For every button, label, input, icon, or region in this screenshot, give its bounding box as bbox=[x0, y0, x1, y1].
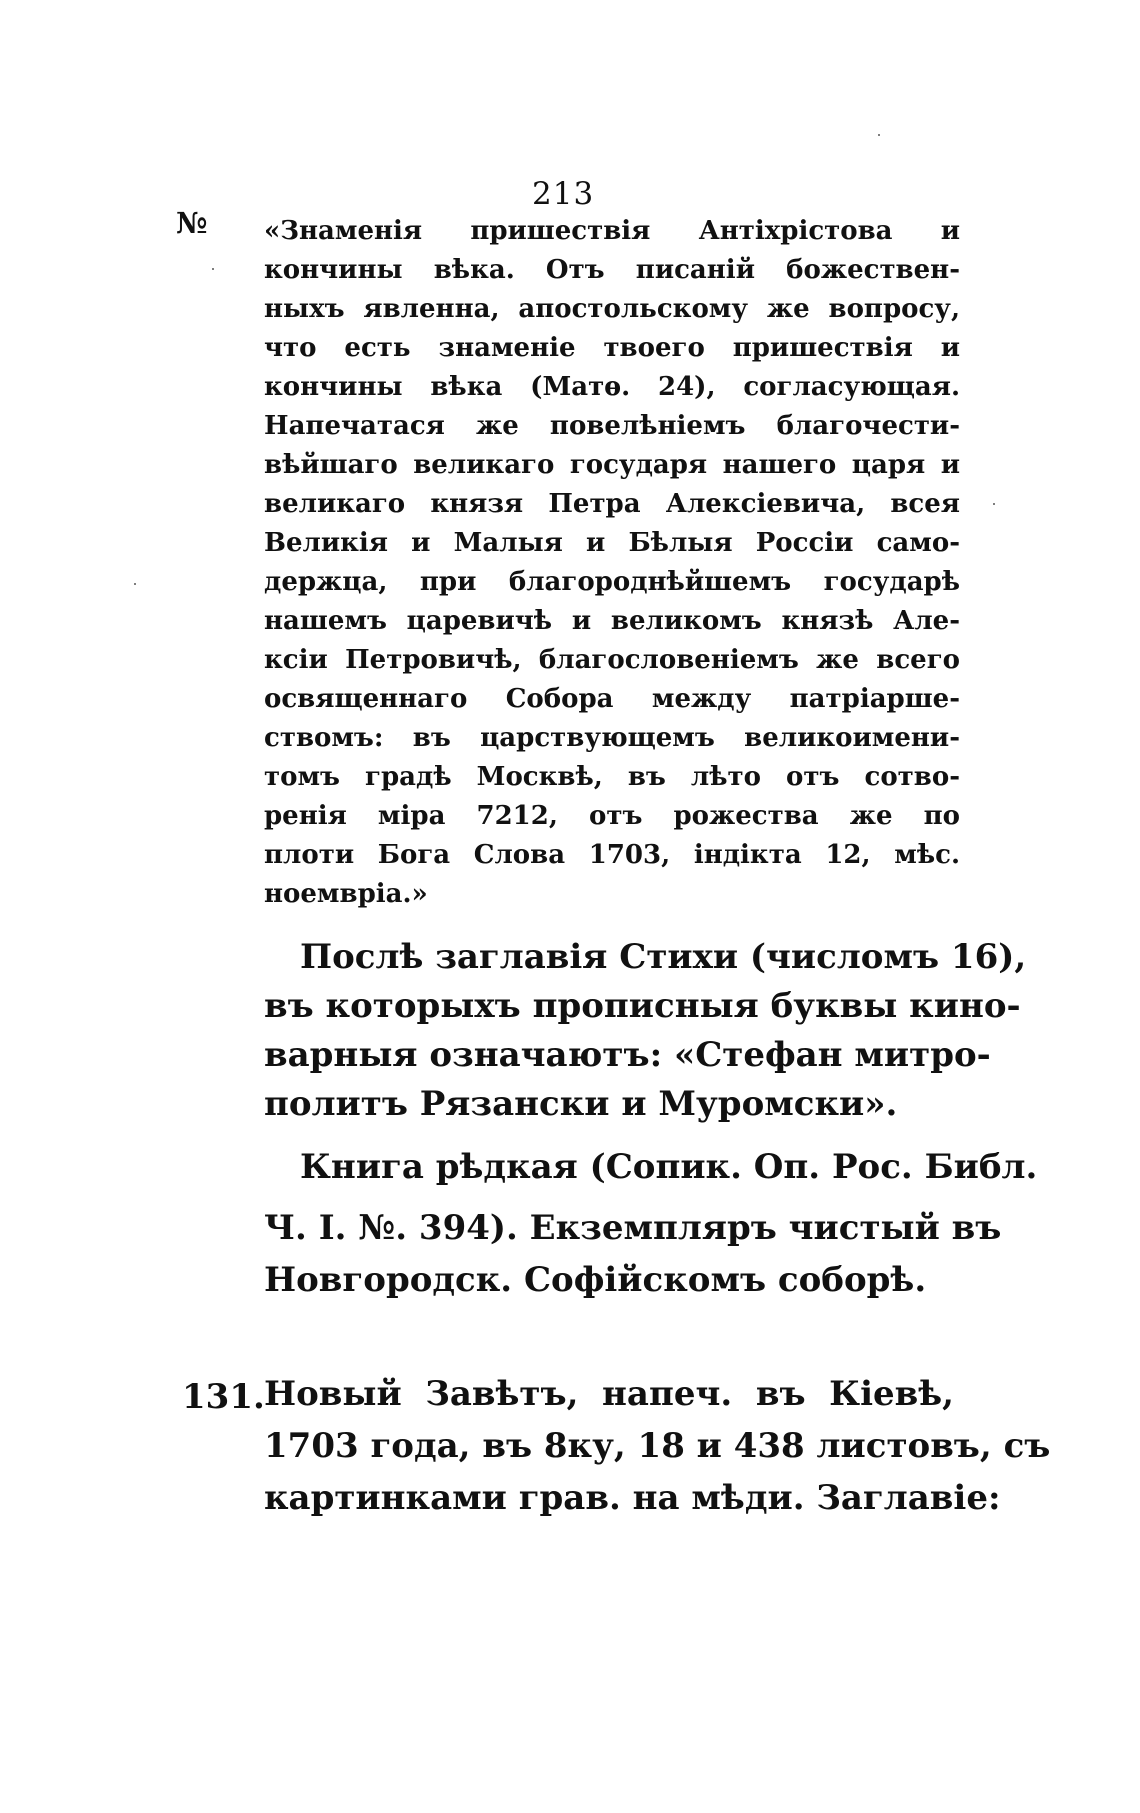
paper-speck bbox=[212, 268, 214, 270]
entry-line: 1703 года, въ 8ку, 18 и 438 листовъ, съ bbox=[264, 1426, 1051, 1466]
quote-line: вѣйшаго великаго государя нашего царя и bbox=[264, 450, 960, 480]
quote-line: Великія и Малыя и Бѣлыя Россіи само- bbox=[264, 528, 960, 558]
body-line: Новгородск. Софійскомъ соборѣ. bbox=[264, 1260, 927, 1300]
quote-line: освященнаго Собора между патріарше- bbox=[264, 684, 960, 714]
body-line: Ч. I. №. 394). Екземпляръ чистый въ bbox=[264, 1208, 1002, 1248]
body-line: въ которыхъ прописныя буквы кино- bbox=[264, 986, 1021, 1026]
quote-line: кончины вѣка. Отъ писаній божествен- bbox=[264, 255, 960, 285]
body-line: варныя означаютъ: «Стефан митро- bbox=[264, 1035, 991, 1075]
numero-marker: № bbox=[176, 206, 208, 240]
quote-line: кончины вѣка (Матѳ. 24), согласующая. bbox=[264, 372, 960, 402]
quote-line: ксіи Петровичѣ, благословеніемъ же всего bbox=[264, 645, 960, 675]
paper-speck bbox=[878, 134, 880, 136]
quote-line: ренія міра 7212, отъ рожества же по bbox=[264, 801, 960, 831]
quote-line: ствомъ: въ царствующемъ великоимени- bbox=[264, 723, 960, 753]
quote-line: «Знаменія пришествія Антіхрістова и bbox=[264, 216, 960, 246]
paper-speck bbox=[993, 503, 995, 505]
quote-line: что есть знаменіе твоего пришествія и bbox=[264, 333, 960, 363]
paper-speck bbox=[134, 583, 136, 585]
quote-line: держца, при благороднѣйшемъ государѣ bbox=[264, 567, 960, 597]
body-line: политъ Рязански и Муромски». bbox=[264, 1084, 898, 1124]
entry-number: 131. bbox=[182, 1377, 265, 1417]
quote-line: плоти Бога Слова 1703, індікта 12, мѣс. bbox=[264, 840, 960, 870]
body-line: Книга рѣдкая (Сопик. Оп. Рос. Библ. bbox=[300, 1147, 1038, 1187]
quote-line: ноемвріа.» bbox=[264, 879, 428, 909]
quote-line: томъ градѣ Москвѣ, въ лѣто отъ сотво- bbox=[264, 762, 960, 792]
entry-line: Новый Завѣтъ, напеч. въ Кіевѣ, bbox=[264, 1374, 954, 1414]
page-number: 213 bbox=[532, 176, 595, 212]
entry-line: картинками грав. на мѣди. Заглавіе: bbox=[264, 1478, 1001, 1518]
quote-line: нашемъ царевичѣ и великомъ князѣ Але- bbox=[264, 606, 960, 636]
quote-line: великаго князя Петра Алексіевича, всея bbox=[264, 489, 960, 519]
quote-line: Напечатася же повелѣніемъ благочести- bbox=[264, 411, 960, 441]
quote-line: ныхъ явленна, апостольскому же вопросу, bbox=[264, 294, 960, 324]
body-line: Послѣ заглавія Стихи (числомъ 16), bbox=[300, 937, 1027, 977]
